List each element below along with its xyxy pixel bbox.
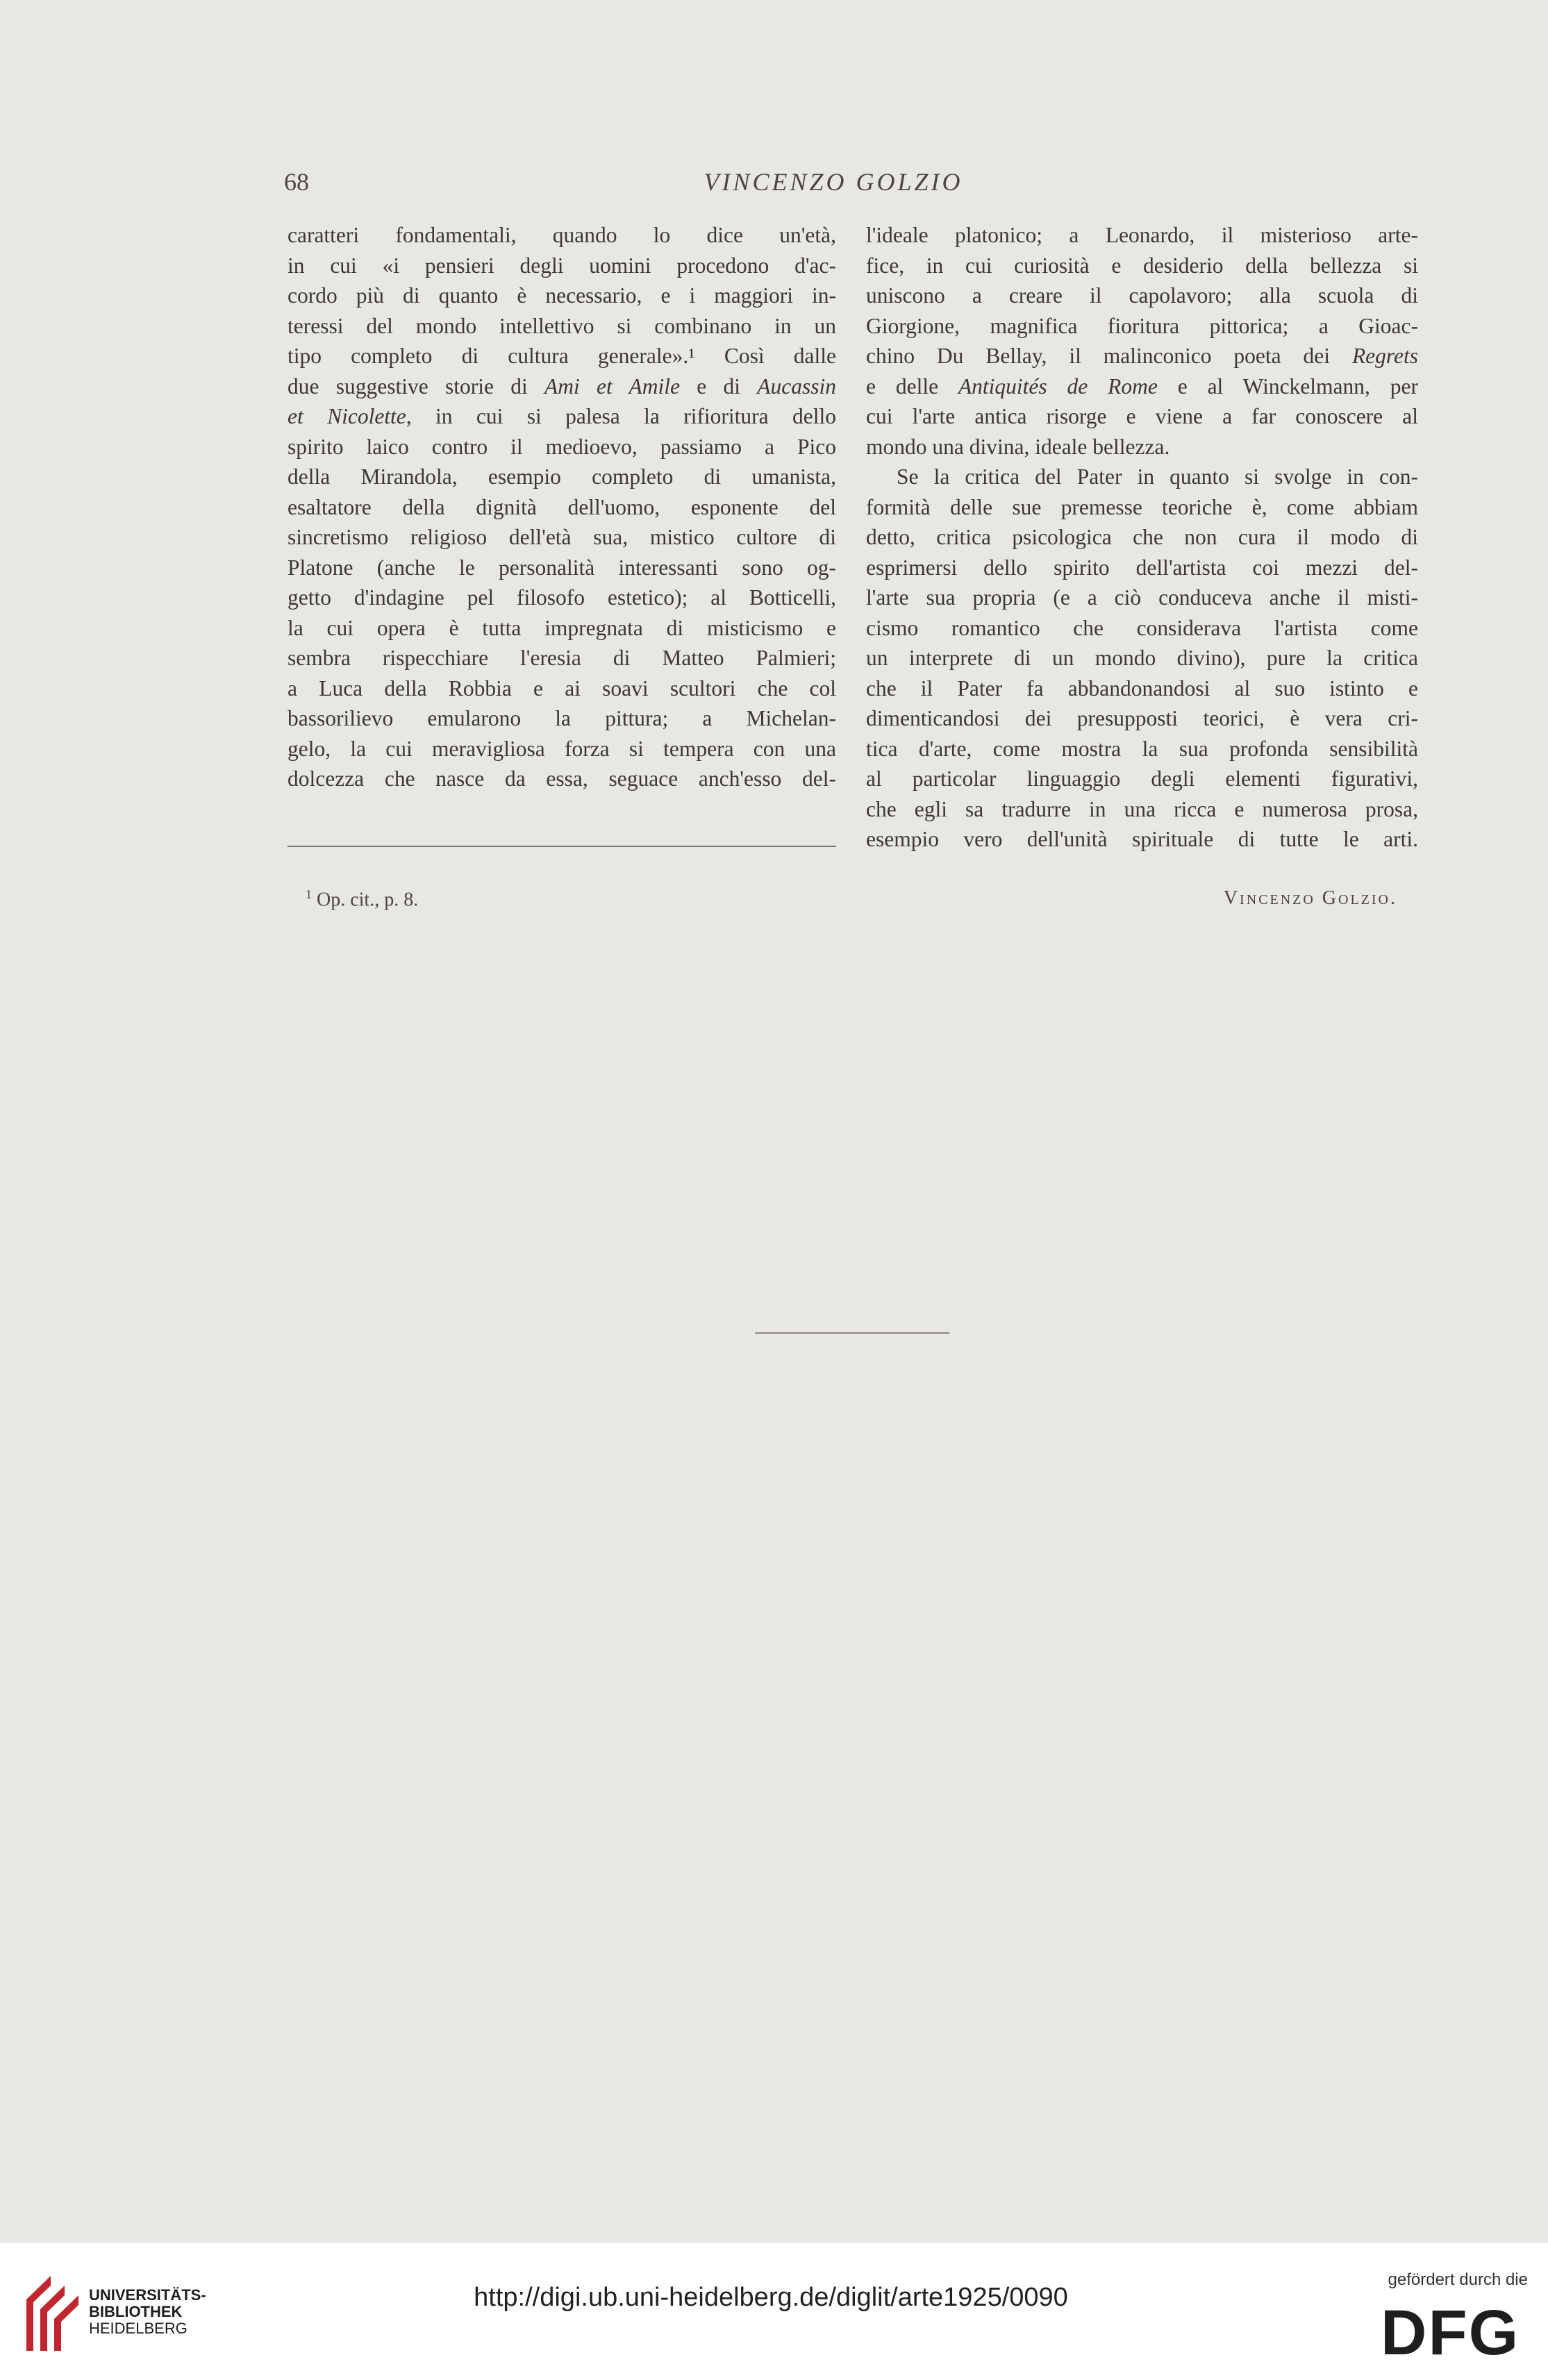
library-name-line: HEIDELBERG [89,2320,188,2337]
paragraph-first-line: Se la critica del Pater in quanto si svolge in con- [897,464,1418,489]
text-line: getto d'indagine pel filosofo estetico); al Botticelli, [288,585,836,610]
text-line: l'arte sua propria (e a ciò conduceva anche il misti- [866,585,1418,610]
text-line: dimenticandosi dei presupposti teorici, è vera cri- [866,706,1418,730]
footnote-marker: 1 [306,887,312,901]
university-library-logo-icon [13,2272,82,2355]
text-line: dolcezza che nasce da essa, seguace anch'esso del- [288,766,836,791]
text-line: due suggestive storie di Ami et Amile e di Aucassin [288,374,836,399]
text-line: esprimersi dello spirito dell'artista coi mezzi del- [866,555,1418,580]
text-line: esempio vero dell'unità spirituale di tutte le arti. [866,827,1418,851]
text-line: bassorilievo emularono la pittura; a Michelan- [288,706,836,730]
running-title: VINCENZO GOLZIO [704,168,963,196]
right-text-column [866,220,1418,855]
text-line: teressi del mondo intellettivo si combinano in un [288,313,836,338]
text-line: la cui opera è tutta impregnata di misticismo e [288,615,836,640]
author-signature: Vincenzo Golzio. [1223,887,1397,909]
text-line: detto, critica psicologica che non cura il modo di [866,525,1418,549]
text-line: formità delle sue premesse teoriche è, come abbiam [866,494,1418,519]
text-line: fice, in cui curiosità e desiderio della bellezza si [866,253,1418,278]
text-line: della Mirandola, esempio completo di umanista, [288,464,836,489]
text-line: a Luca della Robbia e ai soavi scultori che col [288,676,836,701]
page-number: 68 [284,168,309,196]
footnote [306,887,418,911]
text-line: sincretismo religioso dell'età sua, mistico cultore di [288,525,836,549]
text-line: cismo romantico che considerava l'artista come [866,615,1418,640]
library-name-line: UNIVERSITÄTS- [89,2286,206,2304]
text-line: caratteri fondamentali, quando lo dice un'età, [288,223,836,247]
text-line: gelo, la cui meravigliosa forza si tempera con una [288,736,836,761]
text-line: che egli sa tradurre in una ricca e numerosa prosa, [866,796,1418,821]
text-line: tipo completo di cultura generale».¹ Così dalle [288,344,836,368]
text-line: cui l'arte antica risorge e viene a far conoscere al [866,404,1418,428]
text-line: chino Du Bellay, il malinconico poeta dei Regrets [866,344,1418,368]
text-line: uniscono a creare il capolavoro; alla scuola di [866,283,1418,308]
text-line: esaltatore della dignità dell'uomo, esponente del [288,494,836,519]
left-text-column [288,220,836,794]
text-line: Platone (anche le personalità interessanti sono og- [288,555,836,580]
university-library-name [89,2287,206,2337]
dfg-logo: DFG [1381,2297,1520,2368]
text-line: che il Pater fa abbandonandosi al suo istinto e [866,676,1418,701]
permalink-url[interactable]: http://digi.ub.uni-heidelberg.de/diglit/arte1925/0090 [474,2283,1068,2312]
text-line: tica d'arte, come mostra la sua profonda sensibilità [866,736,1418,761]
text-line: mondo una divina, ideale bellezza. [866,434,1170,459]
text-line: spirito laico contro il medioevo, passiamo a Pico [288,434,836,459]
text-line: un interprete di un mondo divino), pure la critica [866,646,1418,670]
text-line: e delle Antiquités de Rome e al Winckelmann, per [866,374,1418,399]
text-line: et Nicolette, in cui si palesa la rifioritura dello [288,404,836,428]
end-of-article-rule [755,1332,949,1334]
footnote-separator [288,846,836,847]
text-line: l'ideale platonico; a Leonardo, il misterioso arte- [866,223,1418,247]
footnote-text: Op. cit., p. 8. [317,889,419,911]
library-name-line: BIBLIOTHEK [89,2303,183,2320]
text-line: cordo più di quanto è necessario, e i maggiori in- [288,283,836,308]
text-line: sembra rispecchiare l'eresia di Matteo Palmieri; [288,646,836,670]
funded-by-label: gefördert durch die [1388,2270,1528,2289]
digitization-footer [0,2243,1548,2380]
text-line: al particolar linguaggio degli elementi figurativi, [866,766,1418,791]
text-line: in cui «i pensieri degli uomini procedono d'ac- [288,253,836,278]
text-line: Giorgione, magnifica fioritura pittorica; a Gioac- [866,313,1418,338]
